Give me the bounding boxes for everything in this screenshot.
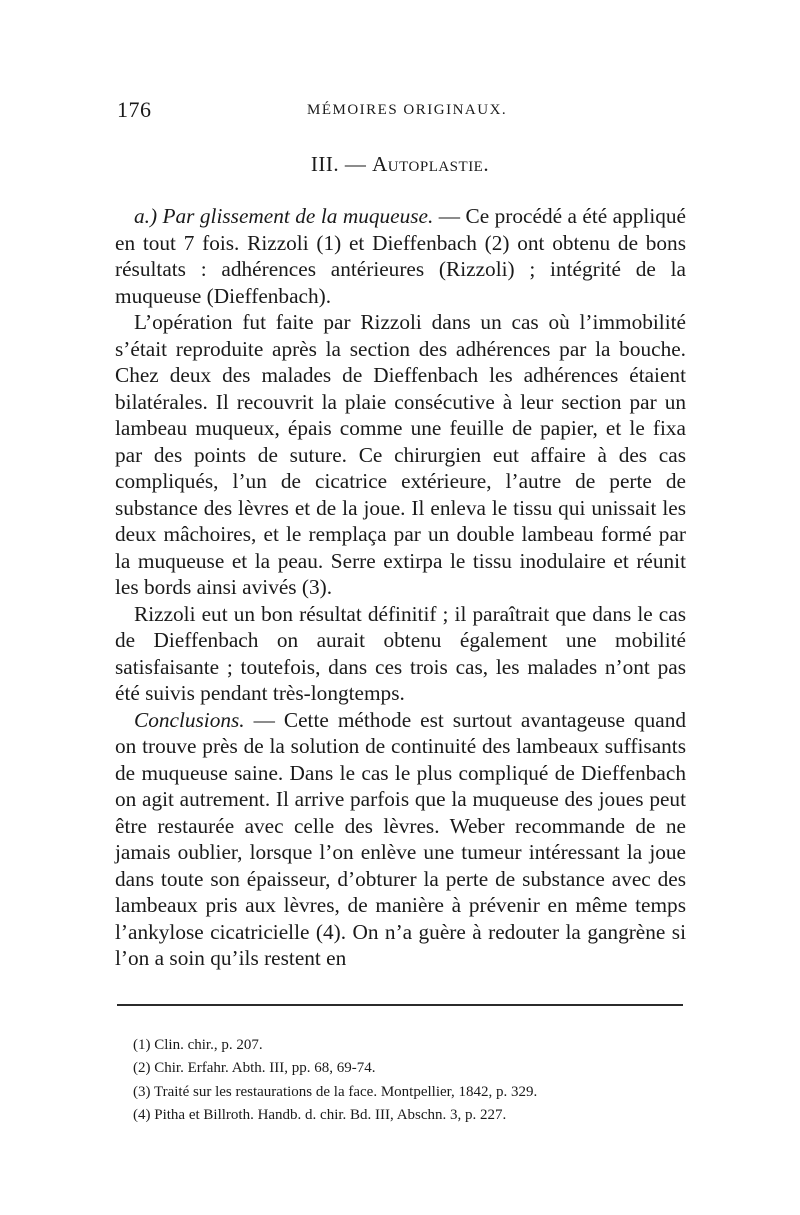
paragraph-lead-italic: a.) Par glissement de la muqueuse. xyxy=(134,204,434,228)
paragraph xyxy=(115,601,686,707)
paragraph-text: Rizzoli eut un bon résultat définitif ; il paraîtrait que dans le cas de Dieffenbach on aurait obtenu également une mobilité satisfaisante ; toutefois, dans ces trois cas, les malades n’ont pas été suivis pendant très-longtemps. xyxy=(115,601,686,705)
body-text xyxy=(115,203,686,972)
footnote-1: (1) Clin. chir., p. 207. xyxy=(133,1037,263,1053)
running-head xyxy=(117,97,685,127)
running-title: MÉMOIRES ORIGINAUX. xyxy=(307,102,508,118)
paragraph-text: — Cette méthode est surtout avantageuse quand on trouve près de la solution de continuité des lambeaux suffisants de muqueuse saine. Dans le cas le plus compliqué de Dieffenbach on agit autrement. Il arrive parfois que la muqueuse des joues peut être restaurée avec celle des lèvres. Weber recommande de ne jamais oublier, lorsque l’on enlève une tumeur intéressant la joue dans toute son épaisseur, d’obturer la perte de substance avec des lambeaux pris aux lèvres, de manière à prévenir en même temps l’ankylose cicatricielle (4). On n’a guère à redouter la gangrène si l’on a soin qu’ils restent en xyxy=(115,707,686,970)
footnote-divider xyxy=(117,1004,683,1006)
paragraph xyxy=(115,707,686,972)
footnote-2: (2) Chir. Erfahr. Abth. III, pp. 68, 69-74. xyxy=(133,1060,376,1077)
footnote-3: (3) Traité sur les restaurations de la face. Montpellier, 1842, p. 329. xyxy=(133,1083,538,1100)
footnotes xyxy=(133,1034,693,1127)
paragraph-text: — Ce procédé a été appliqué en tout 7 fois. Rizzoli (1) et Dieffenbach (2) ont obtenu de bons résultats : adhérences antérieures (Rizzoli) ; intégrité de la muqueuse (Dieffenbach). xyxy=(115,204,687,308)
section-title: Autoplastie. xyxy=(372,152,490,176)
paragraph xyxy=(115,203,686,309)
page-number: 176 xyxy=(117,97,152,122)
footnote-4: (4) Pitha et Billroth. Handb. d. chir. Bd. III, Abschn. 3, p. 227. xyxy=(133,1106,507,1123)
section-heading xyxy=(0,152,800,177)
paragraph-text: L’opération fut faite par Rizzoli dans un cas où l’immobilité s’était reproduite après la section des adhérences par la bouche. Chez deux des malades de Dieffenbach les adhérences étaient bilatérales. Il recouvrit la plaie consécutive à leur section par un lambeau muqueux, épais comme une feuille de papier, et le fixa par des points de suture. Ce chirurgien eut affaire à des cas compliqués, l’un de cicatrice extérieure, l’autre de perte de substance des lèvres et de la joue. Il enleva le tissu qui unissait les deux mâchoires, et le remplaça par un double lambeau formé par la muqueuse et la peau. Serre extirpa le tissu inodulaire et réunit les bords ainsi avivés (3). xyxy=(115,310,686,599)
paragraph-lead-italic: Conclusions. xyxy=(134,707,245,732)
section-number: III. — xyxy=(310,152,367,176)
paragraph xyxy=(115,309,686,601)
